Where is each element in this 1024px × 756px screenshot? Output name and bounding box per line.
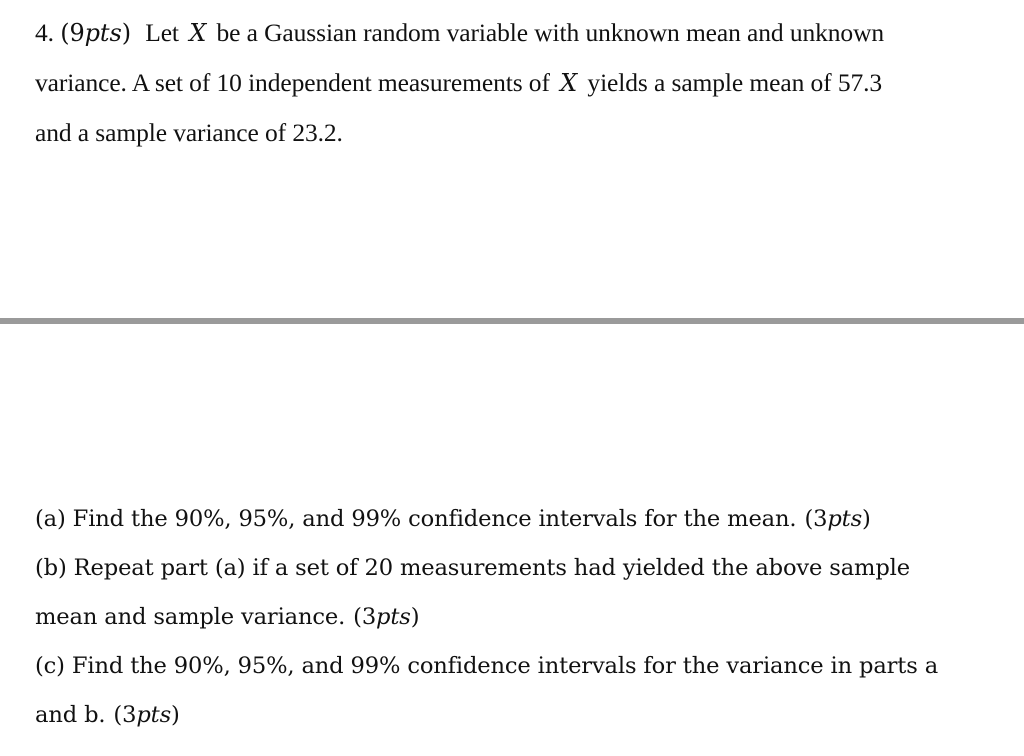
- part-b-points-open: (: [353, 604, 362, 630]
- page-divider: [0, 318, 1024, 324]
- problem-points-value: 9: [69, 19, 85, 47]
- problem-parts: [35, 495, 1005, 740]
- problem-points-unit: pts: [84, 19, 122, 47]
- part-a-points-close: ): [862, 506, 871, 532]
- problem-line-3: and a sample variance of 23.2.: [35, 118, 343, 147]
- part-c-points-unit: pts: [136, 702, 172, 728]
- random-variable-symbol: X: [189, 19, 207, 47]
- part-c-points-close: ): [171, 702, 180, 728]
- part-a: [35, 495, 1005, 544]
- part-c-line-2: [35, 691, 1005, 740]
- part-a-points-value: 3: [813, 506, 828, 532]
- problem-line-2: [35, 58, 995, 108]
- part-b-line-2: [35, 593, 1005, 642]
- problem-line-1: [35, 8, 995, 58]
- part-b-points-unit: pts: [376, 604, 411, 630]
- part-a-text: (a) Find the 90%, 95%, and 99% confidence intervals for the mean.: [35, 506, 797, 532]
- problem-line-1-rest: be a Gaussian random variable with unknown mean and unknown: [216, 18, 885, 47]
- random-variable-symbol-2: X: [560, 69, 578, 97]
- part-b-line-1: (b) Repeat part (a) if a set of 20 measurements had yielded the above sample: [35, 555, 910, 581]
- part-b-points-value: 3: [361, 604, 377, 630]
- part-c-points-open: (: [113, 702, 123, 728]
- problem-line-1-text: Let: [145, 18, 179, 47]
- part-c-points-value: 3: [122, 702, 137, 728]
- problem-points-open: (: [60, 19, 70, 47]
- part-b-points-close: ): [410, 604, 420, 630]
- problem-line-2-rest: yields a sample mean of 57.3: [587, 68, 883, 97]
- part-a-points-unit: pts: [827, 506, 863, 532]
- problem-line-2-text: variance. A set of 10 independent measurements of: [35, 68, 550, 97]
- part-a-points-open: (: [804, 506, 814, 532]
- problem-points-close: ): [121, 19, 131, 47]
- part-c-line-1: (c) Find the 90%, 95%, and 99% confidence intervals for the variance in parts a: [35, 653, 939, 679]
- problem-number: 4.: [35, 18, 54, 47]
- part-c-text: and b.: [35, 702, 106, 728]
- part-b-text: mean and sample variance.: [35, 604, 346, 630]
- problem-statement: [35, 8, 995, 157]
